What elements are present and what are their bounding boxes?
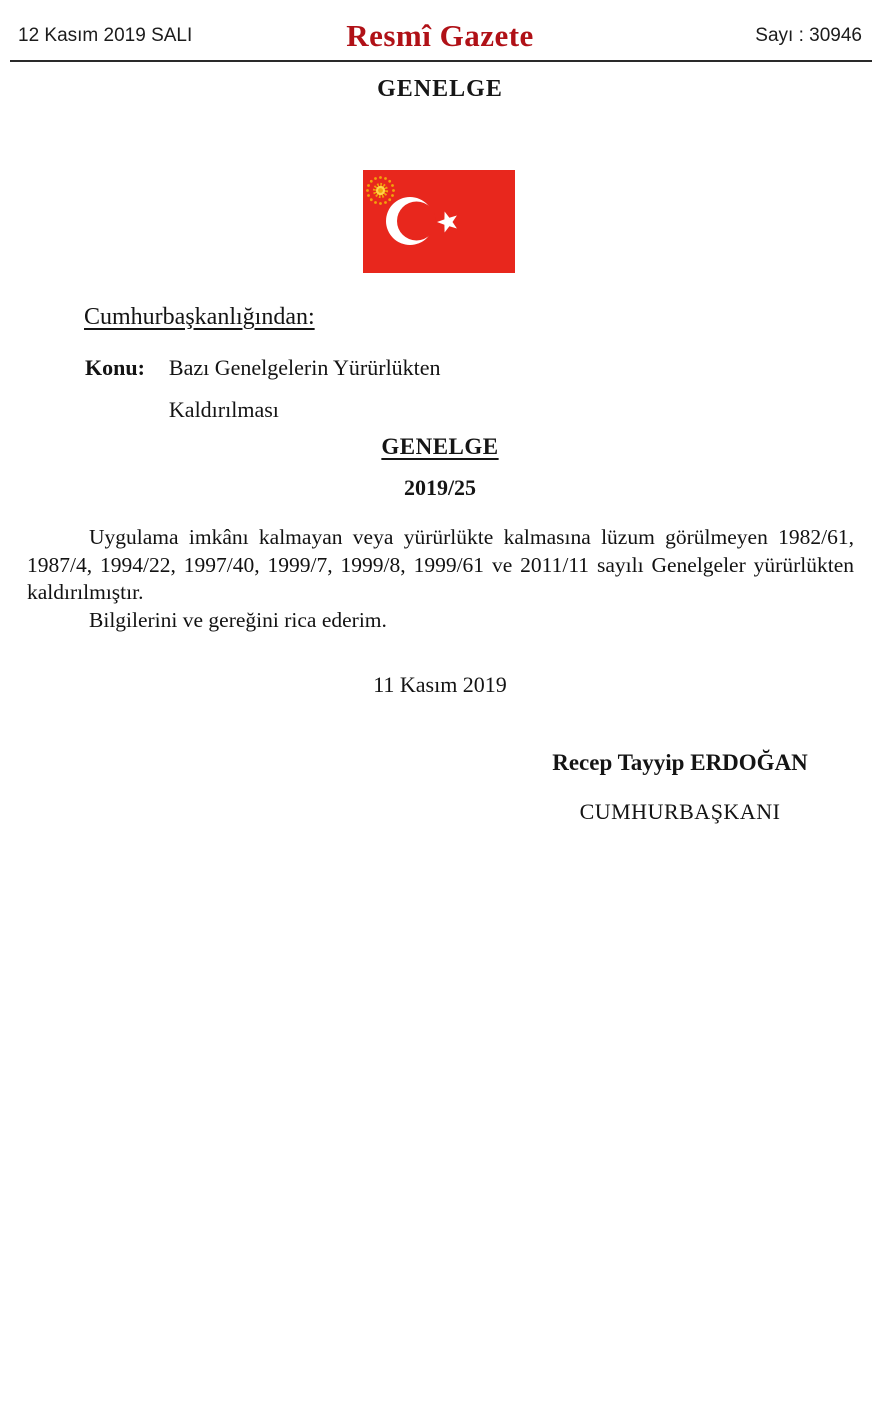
signer-name: Recep Tayyip ERDOĞAN [552,750,808,775]
circular-heading: GENELGE [381,434,499,459]
masthead-divider [10,60,872,62]
presidential-flag [363,170,515,273]
circular-body [27,524,854,634]
subject-line-2: Kaldırılması [168,397,279,422]
masthead-date: 12 Kasım 2019 SALI [18,25,193,46]
section-heading: GENELGE [377,76,503,102]
circular-closing: Bilgilerini ve gereğini rica ederim. [89,607,387,632]
issuing-authority: Cumhurbaşkanlığından: [84,304,315,330]
masthead-issue-number: Sayı : 30946 [755,25,862,46]
subject-block [85,347,441,431]
circular-body-paragraph: Uygulama imkânı kalmayan veya yürürlükte kalmasına lüzum görülmeyen 1982/61, 1987/4, 1994/22, 1997/40, 1999/7, 1999/8, 1999/61 ve 2011/11 sayılı Genelgeler yürürlükten kaldırılmıştır. [27,525,854,604]
presidential-flag-graphic [363,170,515,273]
subject-label: Konu: [85,355,145,380]
subject-text [169,347,441,431]
circular-number: 2019/25 [403,475,477,500]
signer-title: CUMHURBAŞKANI [579,799,781,824]
masthead-title: Resmî Gazete [346,18,534,53]
circular-date: 11 Kasım 2019 [373,672,507,697]
signature-block [552,750,808,825]
subject-line-1: Bazı Genelgelerin Yürürlükten [168,355,441,380]
